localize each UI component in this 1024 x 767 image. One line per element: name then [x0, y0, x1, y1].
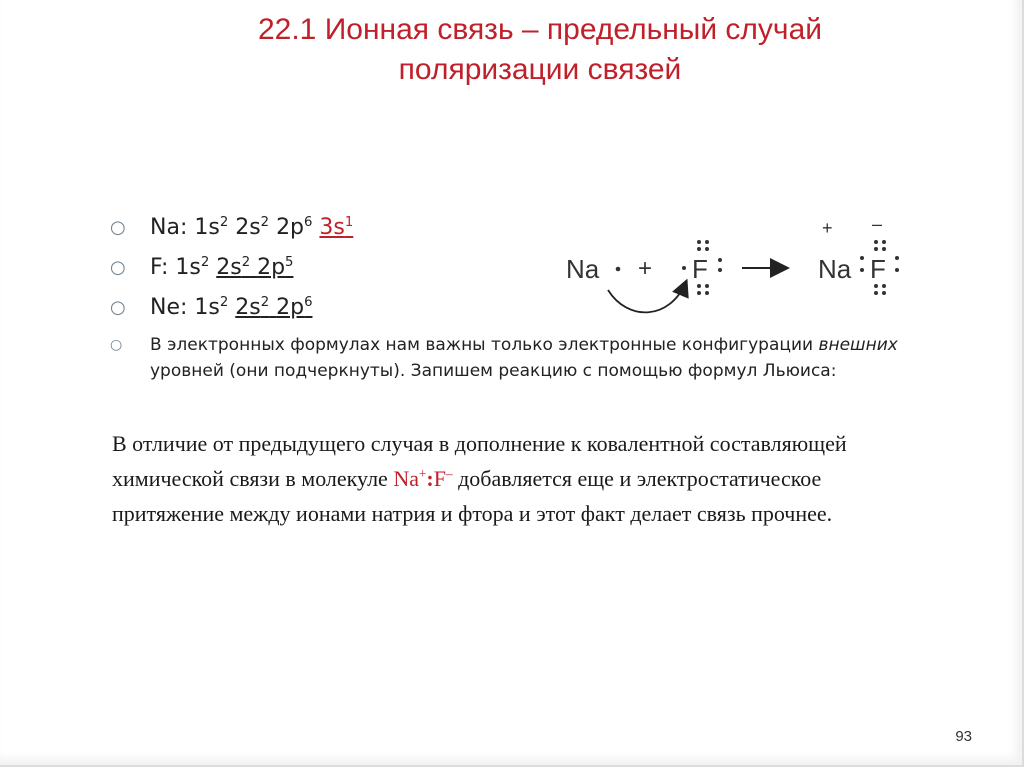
bullet-note [110, 332, 910, 384]
electron-transfer-arrow [608, 282, 686, 312]
lewis-charge-plus: + [822, 218, 833, 238]
na-config: Na: $1s^2$ $2s^2$ $2p^6$ $3s^1$ [150, 215, 354, 240]
note-emphasis: внешних [818, 335, 898, 355]
na-outer-shell: $3s^1$ [319, 215, 354, 240]
slide-title-line2: поляризации связей [398, 53, 682, 86]
bullet-marker: ○ [110, 257, 126, 278]
lewis-reaction-diagram [558, 212, 918, 322]
bullet-marker: ○ [110, 217, 126, 238]
page-number: 93 [955, 728, 972, 745]
explanation-paragraph: В отличие от предыдущего случая в дополнение к ковалентной составляющей химической связи в молекуле Na+:F– добавляется еще и электростатическое притяжение между ионами натрия и фтора и этот факт делает связь прочнее. [112, 431, 847, 526]
molecule-formula: Na+:F– [393, 466, 453, 491]
lewis-na-right: Na [818, 254, 852, 284]
lewis-na-left: Na [566, 254, 600, 284]
f-outer-shell: $2s^2$ $2p^5$ [216, 255, 294, 280]
bullet-marker: ○ [110, 297, 126, 318]
lewis-f-left: F [692, 254, 708, 284]
f-config: F: $1s^2$ $2s^2$ $2p^5$ [150, 255, 294, 280]
lewis-plus: + [638, 255, 653, 282]
note-text: В электронных формулах нам важны только электронные конфигурации внешних уровней (они подчеркнуты). Запишем реакцию с помощью формул Льюиса: [150, 335, 898, 381]
lewis-charge-minus: – [872, 214, 883, 234]
lewis-f-right: F [870, 254, 886, 284]
ne-outer-shell: $2s^2$ $2p^6$ [235, 295, 313, 320]
ne-config: Ne: $1s^2$ $2s^2$ $2p^6$ [150, 295, 313, 320]
slide-title-line1: 22.1 Ионная связь – предельный случай [257, 13, 823, 46]
na-valence-electron [616, 267, 621, 272]
slide-title [150, 10, 930, 90]
bullet-marker: ○ [110, 337, 123, 353]
